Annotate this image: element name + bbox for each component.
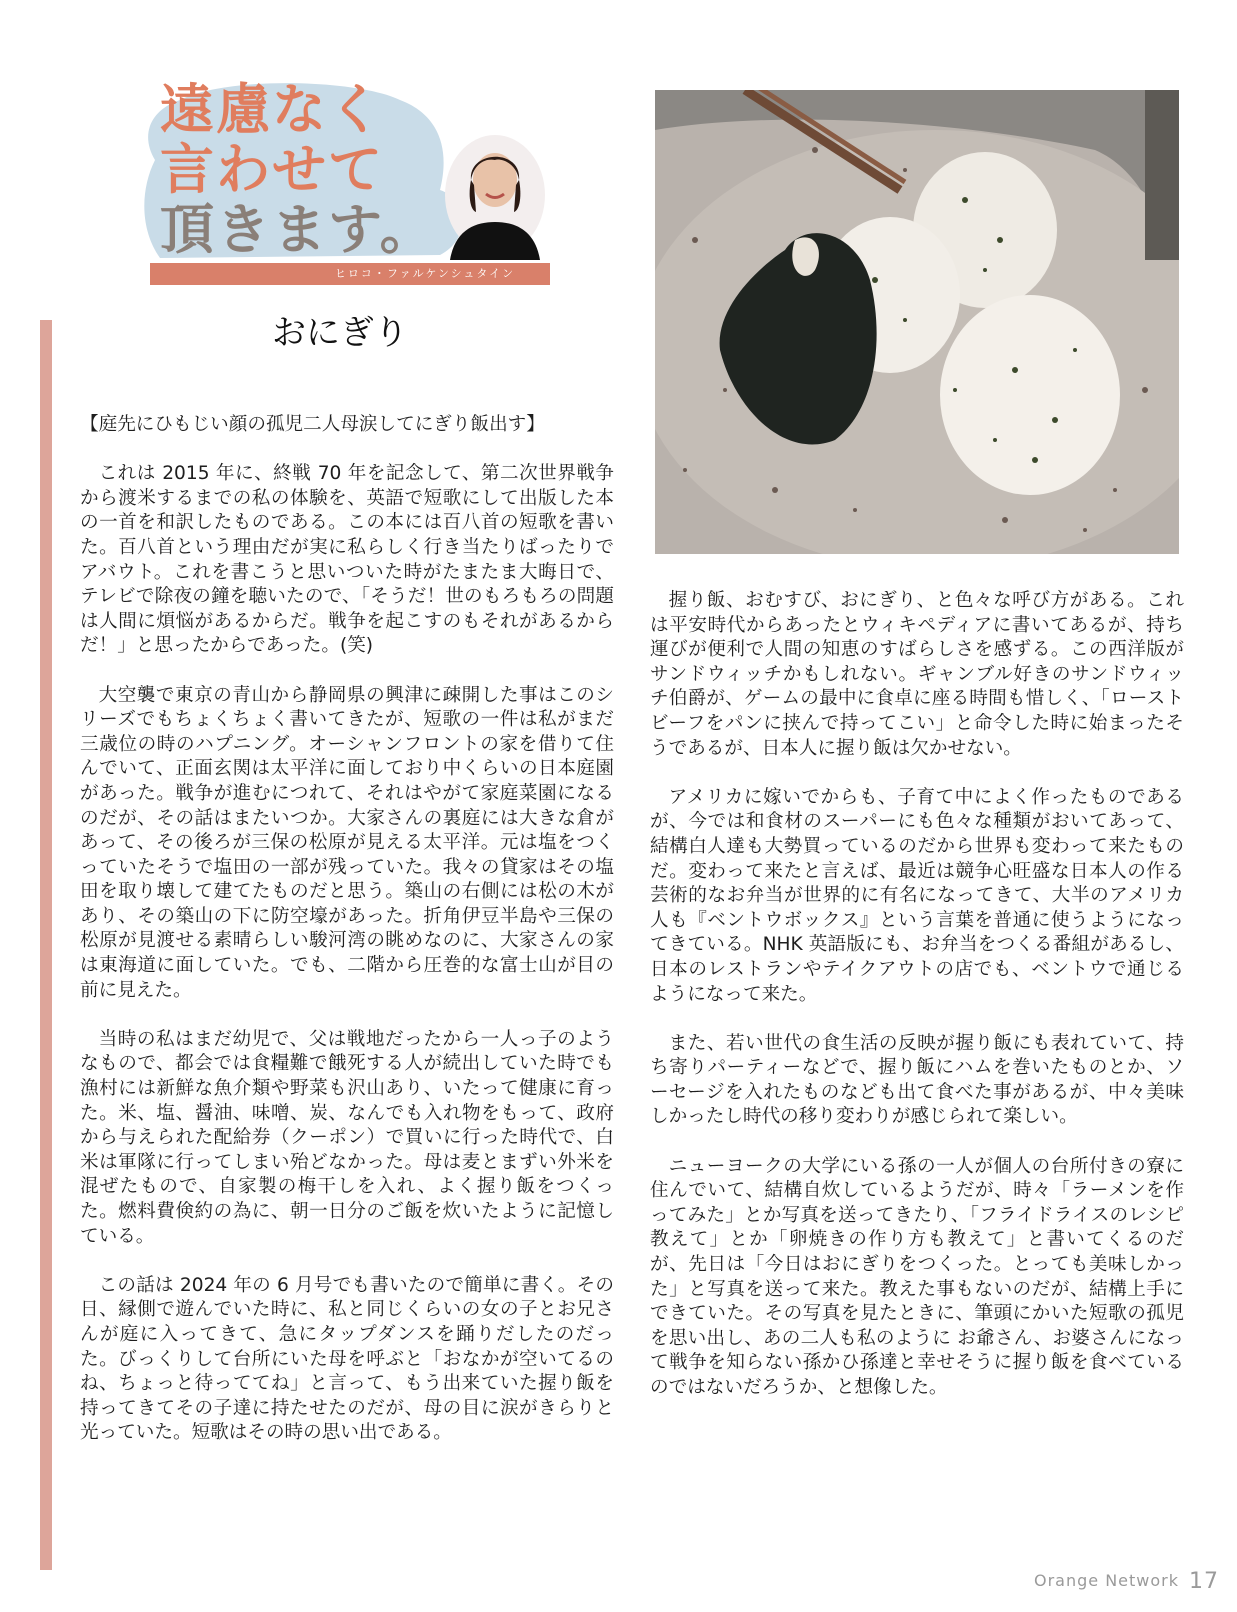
paragraph: アメリカに嫁いでからも、子育て中によく作ったものであるが、今では和食材のスーパーにも色々な種類がおいてあって、結構白人達も大勢買っているのだから世界も変わって来たものだ。変わって来たと言えば、最近は競争心旺盛な日本人の作る芸術的なお弁当が世界的に有名になってきて、大半のアメリカ人も『ベントウボックス』という言葉を普通に使うようになってきている。NHK 英語版にも、お弁当をつくる番組があるし、日本のレストランやテイクアウトの店でも、ベントウで通じるようになって来た。 bbox=[650, 786, 1184, 1005]
author-name-bar: ヒロコ・ファルケンシュタイン bbox=[150, 263, 550, 285]
title-line-1: 遠慮なく bbox=[160, 78, 384, 141]
paragraph: この話は 2024 年の 6 月号でも書いたので簡単に書く。その日、縁側で遊んでいた時に、私と同じくらいの女の子とお兄さんが庭に入ってきて、急にタップダンスを踊りだしたのだった。びっくりして台所にいた母を呼ぶと「おなかが空いてるのね、ちょっと待っててね」と言って、もう出来ていた握り飯を持ってきてその子達に持たせたのだが、母の目に涙がきらりと光っていた。短歌はその時の思い出である。 bbox=[80, 1274, 614, 1444]
paragraph: また、若い世代の食生活の反映が握り飯にも表れていて、持ち寄りパーティーなどで、握り飯にハムを巻いたものとか、ソーセージを入れたものなども出て食べた事があるが、中々美味しかったし時代の移り変わりが感じられて楽しい。 bbox=[650, 1032, 1184, 1128]
title-line-2: 言わせて bbox=[160, 138, 384, 201]
page-number: 17 bbox=[1189, 1569, 1219, 1594]
publication-name: Orange Network bbox=[1033, 1571, 1179, 1590]
left-column bbox=[80, 413, 614, 1471]
paragraph: ニューヨークの大学にいる孫の一人が個人の台所付きの寮に住んでいて、結構自炊しているようだが、時々「ラーメンを作ってみた」とか写真を送ってきたり、「フライドライスのレシピ教えて」とか「卵焼きの作り方も教えて」と書いてくるのだが、先日は「今日はおにぎりをつくった。とっても美味しかった」と写真を送って来た。教えた事もないのだが、結構上手にできていた。その写真を見たときに、筆頭にかいた短歌の孤児を思い出し、あの二人も私のように お爺さん、お婆さんになって戦争を知らない孫かひ孫達と幸せそうに握り飯を食べているのではないだろうか、と想像した。 bbox=[650, 1155, 1184, 1398]
page-footer bbox=[1034, 1569, 1219, 1594]
paragraph: 大空襲で東京の青山から静岡県の興津に疎開した事はこのシリーズでもちょくちょく書いてきたが、短歌の一件は私がまだ三歳位の時のハプニング。オーシャンフロントの家を借りて住んでいて、正面玄関は太平洋に面しており中くらいの日本庭園があった。戦争が進むにつれて、それはやがて家庭菜園になるのだが、その話はまたいつか。大家さんの裏庭には大きな倉があって、その後ろが三保の松原が見える太平洋。元は塩をつくっていたそうで塩田の一部が残っていた。我々の貸家はその塩田を取り壊して建てたものだと思う。築山の右側には松の木があり、その築山の下に防空壕があった。折角伊豆半島や三保の松原が見渡せる素晴らしい駿河湾の眺めなのに、大家さんの家は東海道に面していた。でも、二階から圧巻的な富士山が目の前に見えた。 bbox=[80, 684, 614, 1001]
column-header-logo bbox=[140, 80, 560, 290]
paragraph: 当時の私はまだ幼児で、父は戦地だったから一人っ子のようなもので、都会では食糧難で餓死する人が続出していた時でも漁村には新鮮な魚介類や野菜も沢山あり、いたって健康に育った。米、塩、醤油、味噌、炭、なんでも入れ物をもって、政府から与えられた配給券（クーポン）で買いに行った時代で、白米は軍隊に行ってしまい殆どなかった。母は麦とまずい外米を混ぜたもので、自家製の梅干しを入れ、よく握り飯をつくった。燃料費倹約の為に、朝一日分のご飯を炊いたように記憶している。 bbox=[80, 1028, 614, 1247]
title-line-3: 頂きます。 bbox=[160, 198, 436, 261]
author-portrait bbox=[440, 130, 550, 260]
left-accent-bar bbox=[40, 320, 52, 1570]
tanka-verse: 【庭先にひもじい顔の孤児二人母涙してにぎり飯出す】 bbox=[80, 414, 545, 435]
right-column bbox=[650, 589, 1184, 1425]
onigiri-photo bbox=[655, 90, 1179, 554]
paragraph: これは 2015 年に、終戦 70 年を記念して、第二次世界戦争から渡米するまでの私の体験を、英語で短歌にして出版した本の一首を和訳したものである。この本には百八首の短歌を書いた。百八首という理由だが実に私らしく行き当たりばったりでアバウト。これを書こうと思いついた時がたまたま大晦日で、テレビで除夜の鐘を聴いたので、「そうだ！世のもろもろの問題は人間に煩悩があるからだ。戦争を起こすのもそれがあるからだ！」と思ったからであった。(笑) bbox=[80, 463, 614, 657]
paragraph: 握り飯、おむすび、おにぎり、と色々な呼び方がある。これは平安時代からあったとウィキペディアに書いてあるが、持ち運びが便利で人間の知恵のすばらしさを感ずる。この西洋版がサンドウィッチかもしれない。ギャンブル好きのサンドウィッチ伯爵が、ゲームの最中に食卓に座る時間も惜しく、「ローストビーフをパンに挟んで持ってこい」と命令した時に始まったそうであるが、日本人に握り飯は欠かせない。 bbox=[650, 590, 1184, 759]
article-title: おにぎり bbox=[272, 313, 408, 353]
